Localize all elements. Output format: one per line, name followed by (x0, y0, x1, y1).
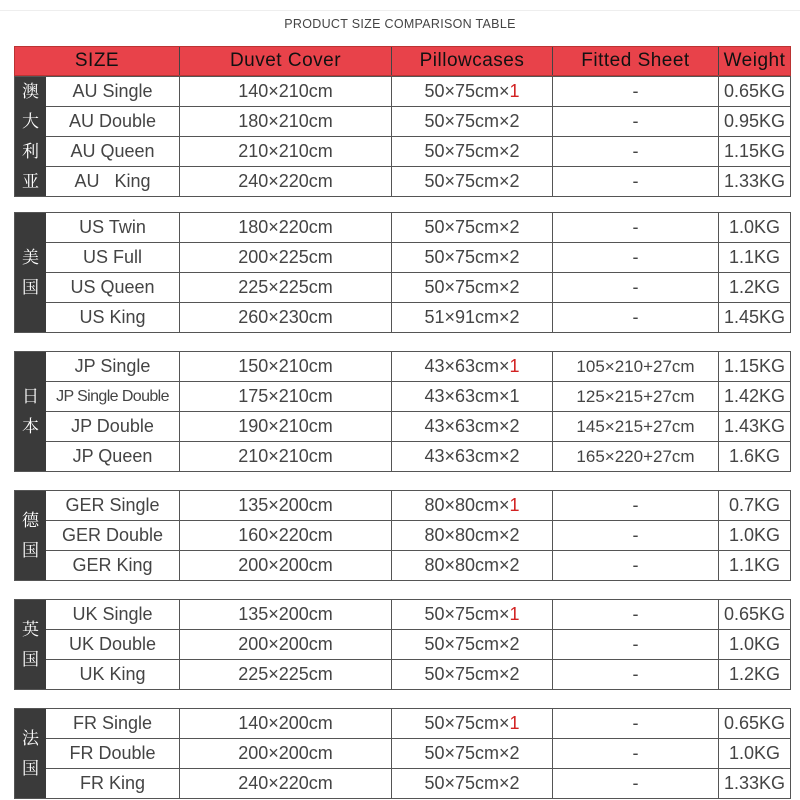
pillowcase-size: 50×75cm× (424, 773, 510, 793)
pillowcase-quantity: 2 (509, 217, 520, 237)
country-group (14, 708, 791, 799)
pillowcase-quantity: 2 (509, 307, 520, 327)
pillowcase-size: 50×75cm× (424, 604, 510, 624)
weight-cell: 0.65KG (723, 604, 786, 624)
pillowcase-quantity: 1 (509, 604, 520, 624)
fitted-sheet-cell: 145×215+27cm (553, 412, 719, 441)
size-cell: US Queen (46, 273, 180, 302)
duvet-cell: 175×210cm (180, 382, 392, 411)
header-pillowcases: Pillowcases (392, 47, 553, 75)
pillowcase-quantity: 2 (509, 525, 520, 545)
pillowcase-size: 43×63cm× (424, 446, 510, 466)
fitted-sheet-cell: - (553, 769, 719, 798)
pillowcase-quantity: 2 (509, 416, 520, 436)
size-cell: GER Single (46, 491, 180, 520)
size-cell: AU Queen (46, 137, 180, 166)
pillowcase-cell (392, 213, 553, 242)
duvet-cell: 260×230cm (180, 303, 392, 332)
table-row (46, 709, 790, 739)
weight-cell: 1.33KG (723, 773, 786, 793)
weight-cell: 1.1KG (728, 555, 781, 575)
pillowcase-size: 43×63cm× (424, 386, 510, 406)
pillowcase-quantity: 2 (509, 664, 520, 684)
country-label: 日 本 (15, 352, 46, 471)
duvet-cell: 200×225cm (180, 243, 392, 272)
pillowcase-size: 51×91cm× (424, 307, 510, 327)
duvet-cell: 200×200cm (180, 630, 392, 659)
duvet-cell: 180×210cm (180, 107, 392, 136)
fitted-sheet-cell: - (553, 491, 719, 520)
pillowcase-size: 50×75cm× (424, 743, 510, 763)
fitted-sheet-cell: - (553, 709, 719, 738)
table-row (46, 167, 790, 196)
pillowcase-cell (392, 167, 553, 196)
fitted-sheet-cell: - (553, 273, 719, 302)
country-label: 美 国 (15, 213, 46, 332)
size-cell: AU King (46, 167, 180, 196)
size-cell: AU Single (46, 77, 180, 106)
pillowcase-cell (392, 600, 553, 629)
pillowcase-cell (392, 709, 553, 738)
weight-cell: 1.0KG (728, 525, 781, 545)
table-row (46, 739, 790, 769)
table-row (46, 442, 790, 471)
size-cell: JP Queen (46, 442, 180, 471)
country-label: 澳 大 利 亚 (15, 77, 46, 196)
header-fitted-sheet: Fitted Sheet (553, 47, 719, 75)
table-row (46, 521, 790, 551)
duvet-cell: 210×210cm (180, 137, 392, 166)
pillowcase-size: 80×80cm× (424, 525, 510, 545)
size-cell: FR Single (46, 709, 180, 738)
fitted-sheet-cell: - (553, 107, 719, 136)
size-cell: US Twin (46, 213, 180, 242)
table-row (46, 551, 790, 580)
weight-cell: 1.15KG (723, 356, 786, 376)
header-duvet-cover: Duvet Cover (180, 47, 392, 75)
weight-cell: 1.2KG (728, 277, 781, 297)
pillowcase-size: 50×75cm× (424, 217, 510, 237)
pillowcase-size: 50×75cm× (424, 81, 510, 101)
weight-cell: 1.33KG (723, 171, 786, 191)
table-header (14, 46, 791, 76)
pillowcase-quantity: 1 (509, 81, 520, 101)
pillowcase-size: 50×75cm× (424, 634, 510, 654)
top-divider (0, 10, 800, 11)
pillowcase-size: 50×75cm× (424, 111, 510, 131)
pillowcase-size: 50×75cm× (424, 141, 510, 161)
pillowcase-quantity: 2 (509, 773, 520, 793)
size-cell: JP Double (46, 412, 180, 441)
size-cell: US Full (46, 243, 180, 272)
weight-cell: 1.43KG (723, 416, 786, 436)
weight-cell: 1.42KG (723, 386, 786, 406)
table-row (46, 660, 790, 689)
country-label: 英 国 (15, 600, 46, 689)
pillowcase-cell (392, 521, 553, 550)
table-row (46, 491, 790, 521)
size-cell: UK King (46, 660, 180, 689)
weight-cell: 0.95KG (723, 111, 786, 131)
pillowcase-cell (392, 442, 553, 471)
country-group (14, 351, 791, 472)
size-cell: GER Double (46, 521, 180, 550)
duvet-cell: 135×200cm (180, 491, 392, 520)
pillowcase-quantity: 2 (509, 111, 520, 131)
duvet-cell: 140×210cm (180, 77, 392, 106)
pillowcase-quantity: 1 (509, 386, 520, 406)
country-label: 法 国 (15, 709, 46, 798)
pillowcase-quantity: 1 (509, 356, 520, 376)
table-row (46, 412, 790, 442)
table-row (46, 273, 790, 303)
size-cell: FR Double (46, 739, 180, 768)
pillowcase-quantity: 2 (509, 141, 520, 161)
header-size: SIZE (15, 47, 180, 75)
fitted-sheet-cell: - (553, 213, 719, 242)
weight-cell: 1.0KG (728, 634, 781, 654)
fitted-sheet-cell: - (553, 660, 719, 689)
duvet-cell: 200×200cm (180, 551, 392, 580)
duvet-cell: 150×210cm (180, 352, 392, 381)
pillowcase-size: 43×63cm× (424, 416, 510, 436)
fitted-sheet-cell: - (553, 739, 719, 768)
fitted-sheet-cell: - (553, 630, 719, 659)
pillowcase-cell (392, 412, 553, 441)
pillowcase-quantity: 1 (509, 713, 520, 733)
duvet-cell: 135×200cm (180, 600, 392, 629)
pillowcase-cell (392, 769, 553, 798)
pillowcase-quantity: 2 (509, 171, 520, 191)
country-group (14, 490, 791, 581)
size-cell: UK Double (46, 630, 180, 659)
fitted-sheet-cell: - (553, 243, 719, 272)
weight-cell: 1.2KG (728, 664, 781, 684)
pillowcase-quantity: 1 (509, 495, 520, 515)
table-row (46, 137, 790, 167)
duvet-cell: 240×220cm (180, 769, 392, 798)
fitted-sheet-cell: 125×215+27cm (553, 382, 719, 411)
table-row (46, 213, 790, 243)
size-cell: JP Single Double (46, 382, 180, 411)
fitted-sheet-cell: - (553, 167, 719, 196)
fitted-sheet-cell: - (553, 137, 719, 166)
weight-cell: 1.6KG (728, 446, 781, 466)
pillowcase-size: 50×75cm× (424, 713, 510, 733)
pillowcase-cell (392, 303, 553, 332)
table-row (46, 352, 790, 382)
duvet-cell: 160×220cm (180, 521, 392, 550)
weight-cell: 0.65KG (723, 713, 786, 733)
table-row (46, 769, 790, 798)
size-cell: AU Double (46, 107, 180, 136)
weight-cell: 1.0KG (728, 743, 781, 763)
pillowcase-cell (392, 630, 553, 659)
pillowcase-cell (392, 273, 553, 302)
pillowcase-cell (392, 243, 553, 272)
pillowcase-quantity: 2 (509, 634, 520, 654)
table-row (46, 382, 790, 412)
size-cell: FR King (46, 769, 180, 798)
pillowcase-cell (392, 491, 553, 520)
weight-cell: 1.45KG (723, 307, 786, 327)
table-row (46, 630, 790, 660)
table-row (46, 303, 790, 332)
pillowcase-quantity: 2 (509, 743, 520, 763)
pillowcase-size: 50×75cm× (424, 247, 510, 267)
pillowcase-cell (392, 107, 553, 136)
duvet-cell: 190×210cm (180, 412, 392, 441)
pillowcase-cell (392, 352, 553, 381)
fitted-sheet-cell: - (553, 551, 719, 580)
page-title: PRODUCT SIZE COMPARISON TABLE (284, 17, 516, 31)
weight-cell: 0.65KG (723, 81, 786, 101)
fitted-sheet-cell: - (553, 521, 719, 550)
country-label: 德 国 (15, 491, 46, 580)
size-cell: UK Single (46, 600, 180, 629)
country-group (14, 76, 791, 197)
table-row (46, 600, 790, 630)
pillowcase-size: 80×80cm× (424, 495, 510, 515)
duvet-cell: 200×200cm (180, 739, 392, 768)
pillowcase-quantity: 2 (509, 277, 520, 297)
fitted-sheet-cell: - (553, 600, 719, 629)
weight-cell: 0.7KG (728, 495, 781, 515)
pillowcase-cell (392, 77, 553, 106)
pillowcase-cell (392, 660, 553, 689)
size-cell: GER King (46, 551, 180, 580)
table-row (46, 107, 790, 137)
duvet-cell: 225×225cm (180, 273, 392, 302)
fitted-sheet-cell: - (553, 77, 719, 106)
size-cell: JP Single (46, 352, 180, 381)
pillowcase-cell (392, 739, 553, 768)
pillowcase-size: 50×75cm× (424, 171, 510, 191)
pillowcase-cell (392, 382, 553, 411)
table-row (46, 243, 790, 273)
duvet-cell: 240×220cm (180, 167, 392, 196)
fitted-sheet-cell: 105×210+27cm (553, 352, 719, 381)
country-group (14, 212, 791, 333)
size-cell: US King (46, 303, 180, 332)
pillowcase-quantity: 2 (509, 446, 520, 466)
table-row (46, 77, 790, 107)
pillowcase-size: 43×63cm× (424, 356, 510, 376)
header-weight: Weight (723, 50, 786, 71)
fitted-sheet-cell: - (553, 303, 719, 332)
pillowcase-size: 50×75cm× (424, 277, 510, 297)
pillowcase-cell (392, 551, 553, 580)
pillowcase-quantity: 2 (509, 555, 520, 575)
duvet-cell: 140×200cm (180, 709, 392, 738)
duvet-cell: 210×210cm (180, 442, 392, 471)
weight-cell: 1.0KG (728, 217, 781, 237)
weight-cell: 1.1KG (728, 247, 781, 267)
duvet-cell: 180×220cm (180, 213, 392, 242)
country-group (14, 599, 791, 690)
pillowcase-size: 50×75cm× (424, 664, 510, 684)
pillowcase-quantity: 2 (509, 247, 520, 267)
pillowcase-size: 80×80cm× (424, 555, 510, 575)
fitted-sheet-cell: 165×220+27cm (553, 442, 719, 471)
pillowcase-cell (392, 137, 553, 166)
duvet-cell: 225×225cm (180, 660, 392, 689)
weight-cell: 1.15KG (723, 141, 786, 161)
